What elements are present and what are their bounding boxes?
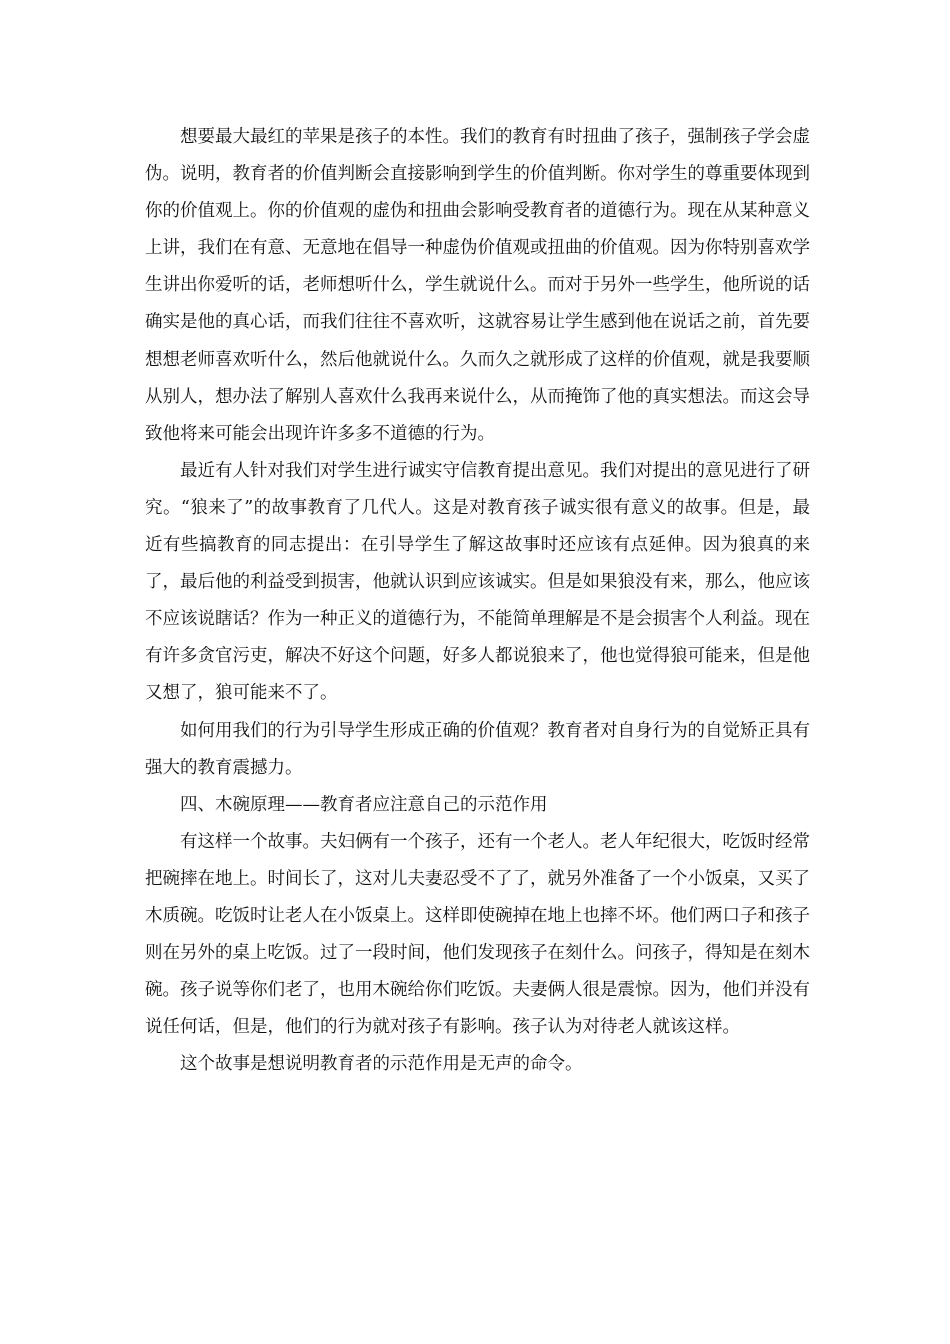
paragraph-wolf-story: 最近有人针对我们对学生进行诚实守信教育提出意见。我们对提出的意见进行了研究。“狼来了”的故事教育了几代人。这是对教育孩子诚实很有意义的故事。但是，最近有些搞教育的同志提出：在引导学生了解这故事时还应该有点延伸。因为狼真的来了，最后他的利益受到损害，他就认识到应该诚实。但是如果狼没有来，那么，他应该不应该说瞎话？作为一种正义的道德行为，不能简单理解是不是会损害个人利益。现在有许多贪官污吏，解决不好这个问题，好多人都说狼来了，他也觉得狼可能来，但是他又想了，狼可能来不了。 [145, 460, 810, 704]
paragraph-guiding-values: 如何用我们的行为引导学生形成正确的价值观？教育者对自身行为的自觉矫正具有强大的教育震撼力。 [145, 720, 810, 778]
section-heading-wooden-bowl: 四、木碗原理——教育者应注意自己的示范作用 [180, 794, 548, 815]
paragraph-apple-nature: 想要最大最红的苹果是孩子的本性。我们的教育有时扭曲了孩子，强制孩子学会虚伪。说明，教育者的价值判断会直接影响到学生的价值判断。你对学生的尊重要体现到你的价值观上。你的价值观的虚伪和扭曲会影响受教育者的道德行为。现在从某种意义上讲，我们在有意、无意地在倡导一种虚伪价值观或扭曲的价值观。因为你特别喜欢学生讲出你爱听的话，老师想听什么，学生就说什么。而对于另外一些学生，他所说的话确实是他的真心话，而我们往往不喜欢听，这就容易让学生感到他在说话之前，首先要想想老师喜欢听什么，然后他就说什么。久而久之就形成了这样的价值观，就是我要顺从别人，想办法了解别人喜欢什么我再来说什么，从而掩饰了他的真实想法。而这会导致他将来可能会出现许许多多不道德的行为。 [145, 127, 810, 444]
document-body [145, 119, 810, 1083]
paragraph-story-conclusion: 这个故事是想说明教育者的示范作用是无声的命令。 [180, 1054, 583, 1075]
paragraph-wooden-bowl-story: 有这样一个故事。夫妇俩有一个孩子，还有一个老人。老人年纪很大，吃饭时经常把碗摔在地上。时间长了，这对儿夫妻忍受不了了，就另外准备了一个小饭桌，又买了木质碗。吃饭时让老人在小饭桌上。这样即使碗掉在地上也摔不坏。他们两口子和孩子则在另外的桌上吃饭。过了一段时间，他们发现孩子在刻什么。问孩子，得知是在刻木碗。孩子说等你们老了，也用木碗给你们吃饭。夫妻俩人很是震惊。因为，他们并没有说任何话，但是，他们的行为就对孩子有影响。孩子认为对待老人就该这样。 [145, 831, 810, 1038]
